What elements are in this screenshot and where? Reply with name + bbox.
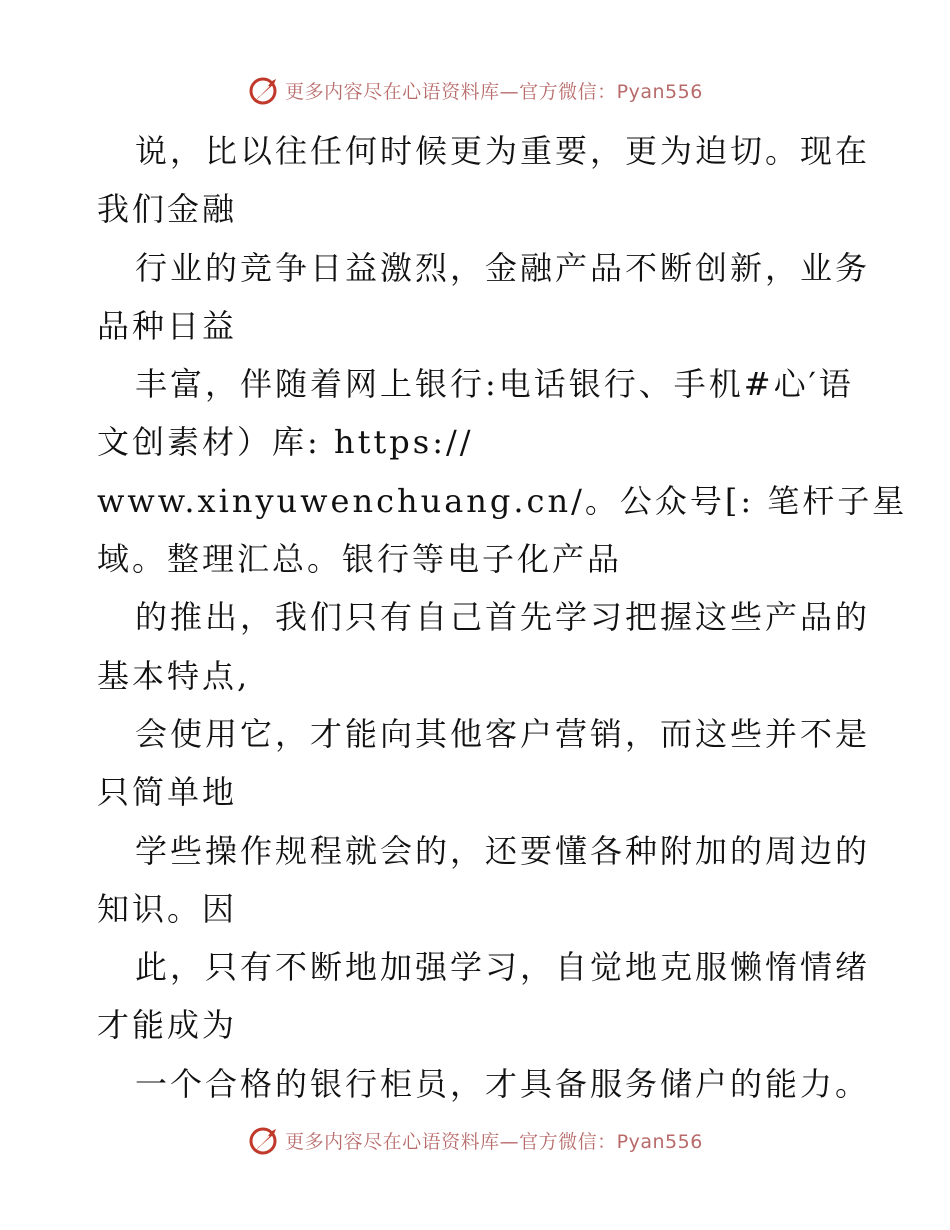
text-line: 知识。因: [97, 889, 238, 928]
banner-text: 更多内容尽在心语资料库—官方微信：Pyan556: [285, 1130, 703, 1153]
footer-banner: [0, 1120, 950, 1160]
text-line: 说，比以往任何时候更为重要，更为迫切。现在: [135, 132, 871, 170]
text-line: 只简单地: [97, 773, 238, 812]
text-line: 此，只有不断地加强学习，自觉地克服懒惰情绪: [135, 948, 871, 987]
text-line: 域。整理汇总。银行等电子化产品: [97, 540, 623, 579]
text-line: 的推出，我们只有自己首先学习把握这些产品的: [135, 598, 871, 637]
text-line: 行业的竞争日益激烈，金融产品不断创新，业务: [135, 248, 871, 287]
banner-text: 更多内容尽在心语资料库—官方微信：Pyan556: [285, 80, 703, 103]
header-banner: [0, 70, 950, 110]
text-line: 品种日益: [97, 306, 238, 345]
text-line: 文创素材）库: https://: [97, 423, 474, 462]
text-line: 才能成为: [97, 1006, 238, 1045]
text-line: 我们金融: [97, 190, 238, 229]
text-line: 学些操作规程就会的，还要懂各种附加的周边的: [135, 831, 871, 870]
document-body: [97, 122, 908, 1113]
text-line: 丰富，伴随着网上银行:电话银行、手机#心′语: [135, 365, 854, 404]
quill-logo-icon: [247, 1123, 281, 1157]
text-line: 一个合格的银行柜员，才具备服务储户的能力。: [135, 1064, 871, 1103]
text-line: 会使用它，才能向其他客户营销，而这些并不是: [135, 714, 871, 753]
text-line: 基本特点,: [97, 656, 251, 695]
text-line: www.xinyuwenchuang.cn/。公众号[: 笔杆子星: [97, 481, 908, 520]
quill-logo-icon: [247, 73, 281, 107]
